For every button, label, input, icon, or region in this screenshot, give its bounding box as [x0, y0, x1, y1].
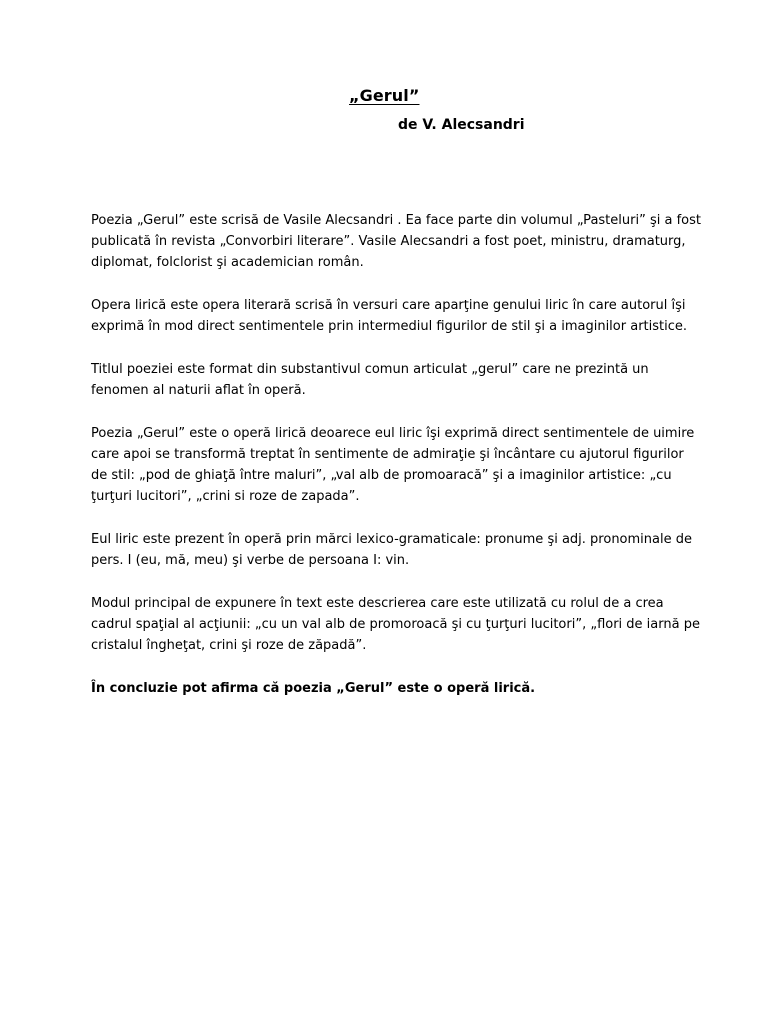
paragraph-line: Opera lirică este opera literară scrisă în versuri care aparţine genului liric în care autorul îşi: [91, 298, 686, 313]
paragraph-lyric-argument: [91, 423, 695, 507]
paragraph-line: Modul principal de expunere în text este descrierea care este utilizată cu rolul de a crea: [91, 596, 664, 611]
paragraph-line: Poezia „Gerul” este o operă lirică deoarece eul liric îşi exprimă direct sentimentele de uimire: [91, 426, 695, 441]
paragraph-conclusion: [91, 678, 691, 699]
document-body: [91, 210, 701, 721]
paragraph-lyric-self: [91, 529, 691, 571]
paragraph-lyric-definition: [91, 295, 691, 337]
document-title: „Gerul”: [349, 86, 420, 105]
paragraph-line: care apoi se transformă treptat în sentimente de admiraţie şi încântare cu ajutorul figurilor: [91, 447, 684, 462]
author-line: de V. Alecsandri: [398, 117, 525, 133]
paragraph-line: fenomen al naturii aflat în operă.: [91, 383, 306, 398]
paragraph-title-analysis: [91, 359, 691, 401]
paragraph-line: ţurţuri lucitori”, „crini si roze de zapada”.: [91, 489, 360, 504]
paragraph-line: de stil: „pod de ghiaţă între maluri”, „val alb de promoaracă” şi a imaginilor artistice: „cu: [91, 468, 672, 483]
paragraph-line: cadrul spaţial al acţiunii: „cu un val alb de promoroacă şi cu ţurţuri lucitori”, „flori de iarnă pe: [91, 617, 700, 632]
paragraph-line: Poezia „Gerul” este scrisă de Vasile Alecsandri . Ea face parte din volumul „Pasteluri” şi a fost: [91, 213, 701, 228]
paragraph-line: Titlul poeziei este format din substantivul comun articulat „gerul” care ne prezintă un: [91, 362, 649, 377]
paragraph-line: Eul liric este prezent în operă prin mărci lexico-gramaticale: pronume şi adj. pronominale de: [91, 532, 692, 547]
paragraph-line: cristalul îngheţat, crini şi roze de zăpadă”.: [91, 638, 367, 653]
paragraph-line: pers. I (eu, mă, meu) şi verbe de persoana I: vin.: [91, 553, 410, 568]
paragraph-line: În concluzie pot afirma că poezia „Gerul” este o operă lirică.: [91, 681, 536, 696]
paragraph-intro: [91, 210, 701, 273]
paragraph-line: exprimă în mod direct sentimentele prin intermediul figurilor de stil şi a imaginilor artistice.: [91, 319, 688, 334]
paragraph-line: publicată în revista „Convorbiri literare”. Vasile Alecsandri a fost poet, ministru, dramaturg,: [91, 234, 686, 249]
paragraph-line: diplomat, folclorist şi academician român.: [91, 255, 364, 270]
paragraph-expression-mode: [91, 593, 700, 656]
